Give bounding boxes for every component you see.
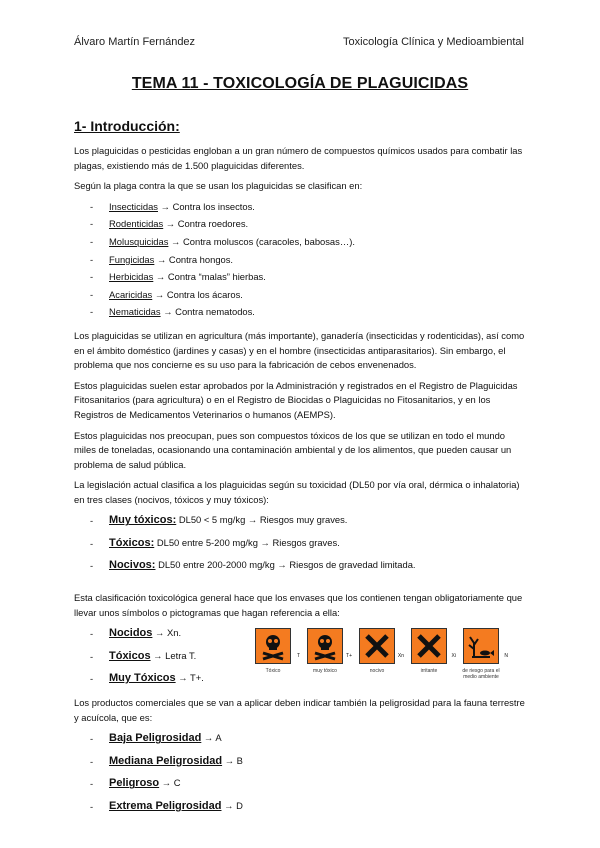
- term: Tóxicos:: [109, 536, 155, 549]
- list-item: [74, 731, 528, 754]
- list-item: [74, 558, 528, 581]
- desc: DL50 entre 5-200 mg/kg → Riesgos graves.: [154, 536, 340, 548]
- term: Rodenticidas: [109, 218, 164, 230]
- cross-icon: [360, 629, 394, 663]
- pesticide-types-list: [74, 200, 528, 323]
- list-item: [74, 513, 528, 536]
- pictogram-caption: Tóxico: [265, 668, 281, 675]
- term: Nematicidas: [109, 306, 161, 318]
- term: Extrema Peligrosidad: [109, 799, 222, 812]
- cross-icon: [412, 629, 446, 663]
- pictogram-environment: [458, 628, 508, 681]
- pictogram-letter: T+: [346, 652, 352, 659]
- pictogram-toxic: [250, 628, 300, 680]
- list-item: [74, 288, 528, 306]
- pictogram-caption: irritante: [420, 668, 438, 675]
- pictogram-caption: muy tóxico: [313, 668, 337, 675]
- pictogram-letter: Xn: [397, 652, 404, 659]
- document-title: TEMA 11 - TOXICOLOGÍA DE PLAGUICIDAS: [131, 75, 469, 92]
- toxicity-classes-list: [74, 513, 528, 581]
- environment-icon: [464, 629, 498, 663]
- desc: → Xn.: [152, 627, 182, 639]
- term: Peligroso: [109, 777, 160, 790]
- section-heading: 1- Introducción:: [74, 118, 180, 134]
- desc: → Contra los insectos.: [157, 200, 255, 212]
- desc: → Contra “malas” hierbas.: [153, 271, 266, 283]
- paragraph-legislation: La legislación actual clasifica a los plaguicidas según su toxicidad (DL50 por vía oral, dérmica o inhalatoria) en tres clases (nocivos, tóxicos y muy tóxicos):: [74, 479, 520, 505]
- pictogram-harmful: [354, 628, 404, 680]
- list-item: [74, 200, 528, 218]
- pictogram-caption: nocivo: [369, 668, 385, 675]
- hazard-levels-list: [74, 731, 528, 821]
- pictogram-letter: T: [296, 652, 300, 659]
- paragraph-registry: Estos plaguicidas suelen estar aprobados por la Administración y registrados en el Registro de Plaguicidas Fitosanitarios (para agricultura) o en el Registro de Biocidas o Plaguicidas no Fitosanitarios, y en los Registros de Medicamentos Veterinarios o humanos (AEMPS).: [74, 379, 518, 420]
- list-item: [74, 671, 204, 694]
- term: Baja Peligrosidad: [109, 732, 202, 745]
- header-course: Toxicología Clínica y Medioambiental: [343, 36, 524, 48]
- desc: → Contra moluscos (caracoles, babosas…).: [168, 235, 355, 247]
- list-item: [74, 235, 528, 253]
- desc: → C: [159, 777, 181, 789]
- paragraph-concern: Estos plaguicidas nos preocupan, pues son compuestos tóxicos de los que se utilizan en todo el mundo miles de toneladas, ocasionando una contaminación ambiental y de los alimentos, que pueden causar un problema de salud pública.: [74, 429, 512, 470]
- skull-icon: [308, 629, 342, 663]
- desc: → Letra T.: [150, 649, 197, 661]
- list-item: [74, 626, 204, 649]
- desc: DL50 < 5 mg/kg → Riesgos muy graves.: [176, 514, 348, 526]
- list-item: [74, 799, 528, 822]
- term: Mediana Peligrosidad: [109, 754, 223, 767]
- term: Nocivos:: [109, 559, 156, 572]
- term: Insecticidas: [109, 200, 158, 212]
- pictogram-letter: N: [504, 652, 508, 659]
- desc: DL50 entre 200-2000 mg/kg → Riesgos de gravedad limitada.: [155, 559, 416, 571]
- desc: → D: [221, 799, 243, 811]
- desc: → B: [222, 754, 243, 766]
- symbols-section: [74, 626, 528, 696]
- desc: → A: [201, 732, 222, 744]
- term: Fungicidas: [109, 253, 155, 265]
- pictogram-very-toxic: [302, 628, 352, 680]
- term: Herbicidas: [109, 271, 154, 283]
- symbols-list: [74, 626, 204, 694]
- term: Acaricidas: [109, 288, 153, 300]
- pictogram-irritant: [406, 628, 456, 680]
- document-body: [74, 144, 528, 831]
- desc: → Contra nematodos.: [160, 306, 255, 318]
- desc: → T+.: [175, 672, 204, 684]
- list-item: [74, 776, 528, 799]
- list-item: [74, 253, 528, 271]
- pictogram-letter: Xi: [451, 652, 456, 659]
- paragraph-fauna: Los productos comerciales que se van a aplicar deben indicar también la peligrosidad para la fauna terrestre y acuícola, que es:: [74, 697, 525, 723]
- list-item: [74, 217, 528, 235]
- list-item: [74, 305, 528, 323]
- term: Molusquicidas: [109, 235, 169, 247]
- term: Tóxicos: [109, 649, 151, 662]
- list-item: [74, 649, 204, 672]
- desc: → Contra hongos.: [154, 253, 234, 265]
- term: Muy Tóxicos: [109, 672, 176, 685]
- pictogram-caption: de riesgo para el medio ambiente: [462, 668, 500, 681]
- header-author: Álvaro Martín Fernández: [74, 36, 196, 48]
- paragraph-uses: Los plaguicidas se utilizan en agricultura (más importante), ganadería (insecticidas y rodenticidas), así como en el ámbito doméstico (jardines y casas) y en el hombre (insecticidas antiparasitarios). Sin embargo, el problema que nos concierne es su uso para la fabricación de cebos envenenados.: [74, 329, 525, 371]
- list-item: [74, 270, 528, 288]
- skull-icon: [256, 629, 290, 663]
- term: Muy tóxicos:: [109, 514, 177, 527]
- list-item: [74, 536, 528, 559]
- paragraph-classification: Según la plaga contra la que se usan los plaguicidas se clasifican en:: [74, 180, 363, 192]
- paragraph-pictograms: Esta clasificación toxicológica general hace que los envases que los contienen tengan obligatoriamente que llevar unos símbolos o pictogramas que hagan referencia a ella:: [74, 591, 523, 618]
- desc: → Contra los ácaros.: [152, 288, 243, 300]
- list-item: [74, 754, 528, 777]
- term: Nocidos: [109, 627, 153, 640]
- paragraph-intro: Los plaguicidas o pesticidas engloban a un gran número de compuestos químicos usados para combatir las plagas, existiendo más de 1.500 plaguicidas diferentes.: [74, 145, 523, 171]
- desc: → Contra roedores.: [163, 218, 249, 230]
- hazard-pictograms: [250, 628, 508, 681]
